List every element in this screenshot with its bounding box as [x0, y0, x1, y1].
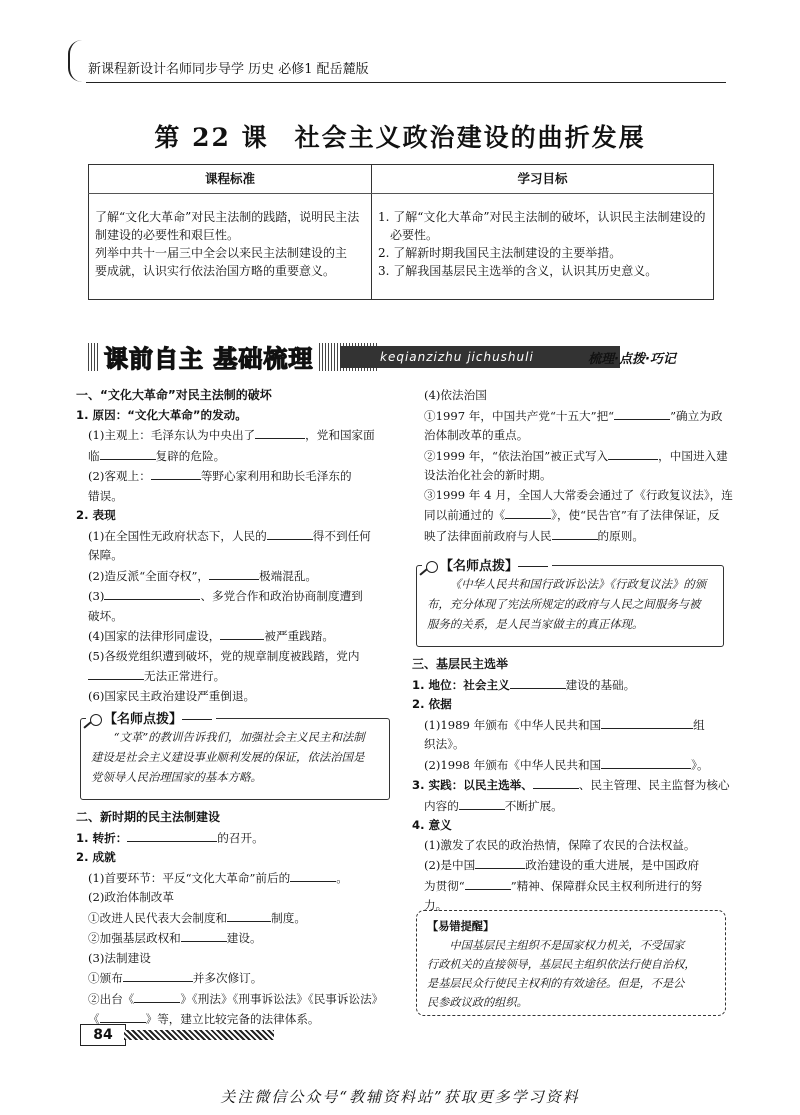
text: (4)依法治国 — [424, 388, 487, 402]
tip-line: 党领导人民治理国家的基本方略。 — [91, 770, 262, 784]
text: (1)在全国性无政府状态下，人民的 — [88, 528, 267, 543]
fill-blank[interactable] — [601, 715, 693, 729]
standards-table — [88, 164, 714, 300]
band-pinyin: keqianzizhu jichushuli — [340, 346, 620, 368]
label: 【名师点拨】 — [104, 712, 183, 727]
section-heading: 二、新时期的民主法制建设 — [76, 810, 221, 824]
fill-blank[interactable] — [510, 675, 566, 689]
fill-blank[interactable] — [290, 868, 336, 882]
text: ，党和国家面 — [305, 428, 375, 442]
error-alert-label: 【易错提醒】 — [427, 920, 495, 933]
text: ①改进人民代表大会制度和 — [88, 910, 228, 925]
goal-line: 3. 了解我国基层民主选举的含义，认识其历史意义。 — [378, 264, 658, 278]
item-text: 1. 地位：社会主义 — [412, 677, 510, 692]
text: 复辟的危险。 — [155, 448, 226, 463]
std-line: 列举中共十一届三中全会以来民主法制建设的主 — [95, 246, 348, 260]
text: 力。 — [424, 898, 448, 912]
item-text: 2. 表现 — [76, 508, 116, 522]
text: ①1997 年，中国共产党“十五大”把“ — [424, 408, 615, 423]
item-text: 2. 成就 — [76, 850, 116, 864]
fill-blank[interactable] — [267, 526, 313, 540]
text: 同以前通过的《 — [424, 508, 506, 522]
text: 得不到任何 — [312, 528, 371, 543]
fill-blank[interactable] — [127, 828, 217, 842]
text: (6)国家民主政治建设严重倒退。 — [88, 688, 256, 703]
std-line: 制建设的必要性和艰巨性。 — [95, 228, 240, 242]
fill-blank[interactable] — [181, 928, 227, 942]
text: ，中国进入建 — [658, 448, 728, 463]
header-bracket — [68, 40, 84, 82]
text: ③1999 年 4 月，全国人大常委会通过了《行政复议法》，连 — [424, 487, 733, 502]
right-column — [412, 386, 733, 546]
text: 不断扩展。 — [504, 798, 563, 813]
text: 为贯彻“ — [424, 878, 465, 893]
left-column-2 — [76, 808, 394, 1030]
item-text: 4. 意义 — [412, 818, 452, 832]
learning-goal-cell — [372, 194, 714, 300]
text: (3) — [88, 589, 105, 603]
text: ②加强基层政权和 — [88, 931, 181, 945]
fill-blank[interactable] — [552, 526, 598, 540]
text: 治体制改革的重点。 — [424, 428, 529, 442]
fill-blank[interactable] — [220, 626, 264, 640]
text: 组 — [693, 717, 705, 732]
fill-blank[interactable] — [505, 505, 551, 519]
fill-blank[interactable] — [614, 406, 670, 420]
lesson-title — [0, 118, 800, 154]
text: 被严重践踏。 — [264, 629, 334, 643]
text: (3)法制建设 — [88, 950, 151, 965]
text: 等野心家利用和助长毛泽东的 — [200, 469, 352, 483]
item-text: 1. 转折： — [76, 830, 128, 845]
divider — [182, 719, 212, 720]
divider — [518, 566, 548, 567]
text: 制度。 — [271, 910, 306, 925]
text: 织法》。 — [424, 737, 465, 751]
text: ②出台《 — [88, 991, 135, 1006]
course-standard-cell — [89, 194, 372, 300]
text: 破坏。 — [88, 608, 123, 623]
text: (5)各级党组织遭到破坏，党的规章制度被践踏，党内 — [88, 648, 360, 663]
running-header: 新课程新设计名师同步导学 历史 必修1 配岳麓版 — [88, 62, 369, 77]
teacher-tip-label-2 — [422, 555, 552, 574]
text: (2)是中国 — [424, 858, 476, 872]
tip-line: “文革”的教训告诉我们，加强社会主义民主和法制 — [113, 730, 365, 744]
lesson-number: 第 22 课 — [154, 123, 269, 152]
fill-blank[interactable] — [475, 855, 525, 869]
fill-blank[interactable] — [459, 796, 505, 810]
band-title: 课前自主 基础梳理 — [98, 339, 319, 374]
fill-blank[interactable] — [608, 446, 658, 460]
warn-line: 是基层民众行使民主权利的有效途径。但是，不是公 — [427, 977, 685, 990]
error-alert-box — [416, 910, 726, 1016]
text: 无法正常进行。 — [144, 669, 226, 683]
text: 映了法律面前政府与人民 — [424, 528, 552, 543]
text: 、民主管理、民主监督为核心 — [578, 778, 730, 792]
text: 建设。 — [226, 931, 262, 945]
learning-goal-header: 学习目标 — [372, 165, 714, 194]
text: (2)政治体制改革 — [88, 890, 174, 904]
fill-blank[interactable] — [465, 876, 511, 890]
item-text: 3. 实践：以民主选举、 — [412, 778, 533, 792]
page-number: 84 — [80, 1024, 126, 1046]
text: (2)造反派“全面夺权”， — [88, 568, 210, 583]
goal-line: 1. 了解“文化大革命”对民主法制的破坏，认识民主法制建设的 — [378, 210, 706, 224]
goal-line: 2. 了解新时期我国民主法制建设的主要举措。 — [378, 246, 622, 260]
text: 错误。 — [88, 488, 123, 503]
text: (1)首要环节：平反“文化大革命”前后的 — [88, 870, 291, 885]
warn-line: 中国基层民主组织不是国家权力机关，不受国家 — [449, 939, 685, 952]
text: (1)主观上：毛泽东认为中央出了 — [88, 428, 256, 442]
fill-blank[interactable] — [255, 425, 305, 439]
footer-note: 关注微信公众号“教辅资料站”获取更多学习资料 — [220, 1088, 580, 1106]
text: 》等，建立比较完备的法律体系。 — [145, 1012, 320, 1026]
fill-blank[interactable] — [601, 755, 691, 769]
fill-blank[interactable] — [88, 666, 144, 680]
fill-blank[interactable] — [151, 466, 201, 480]
label: 【名师点拨】 — [440, 559, 519, 574]
text: (2)客观上： — [88, 469, 151, 483]
course-standard-header: 课程标准 — [89, 165, 372, 194]
fill-blank[interactable] — [209, 566, 259, 580]
fill-blank[interactable] — [100, 446, 156, 460]
std-line: 了解“文化大革命”对民主法制的践踏，说明民主法 — [95, 210, 360, 224]
text: 并多次修订。 — [192, 971, 263, 985]
fill-blank[interactable] — [533, 775, 579, 789]
tip-line: 《中华人民共和国行政诉讼法》《行政复议法》的颁 — [449, 577, 707, 591]
right-column-2 — [412, 655, 728, 916]
text: 的原则。 — [597, 528, 644, 543]
fill-blank[interactable] — [104, 586, 200, 600]
teacher-tip-label — [86, 708, 216, 727]
text: 临 — [88, 448, 100, 463]
text: (1)1989 年颁布《中华人民共和国 — [424, 717, 602, 732]
text: 、多党合作和政治协商制度遭到 — [200, 589, 363, 603]
text: ①颁布 — [88, 971, 123, 985]
lesson-name: 社会主义政治建设的曲折发展 — [294, 123, 646, 152]
text: 》。 — [691, 757, 709, 772]
fill-blank[interactable] — [134, 989, 180, 1003]
left-column — [76, 386, 394, 706]
text: ②1999 年，“依法治国”被正式写入 — [424, 448, 609, 463]
text: 的召开。 — [217, 830, 264, 845]
item-text: 2. 依据 — [412, 697, 452, 711]
text: 》《刑法》《刑事诉讼法》《民事诉讼法》 — [180, 991, 384, 1006]
text: 》，使“民告官”有了法律保证，反 — [551, 508, 720, 522]
text: (2)1998 年颁布《中华人民共和国 — [424, 757, 602, 772]
text: 设法治化社会的新时期。 — [424, 468, 552, 482]
fill-blank[interactable] — [123, 968, 193, 982]
text: 内容的 — [424, 798, 459, 813]
tip-line: 服务的关系，是人民当家做主的真正体现。 — [427, 617, 644, 631]
section-heading: 一、“文化大革命”对民主法制的破坏 — [76, 388, 272, 402]
std-line: 要成就，认识实行依法治国方略的重要意义。 — [95, 264, 336, 278]
tip-line: 建设是社会主义建设事业顺利发展的保证，依法治国是 — [91, 750, 365, 764]
text: (1)激发了农民的政治热情，保障了农民的合法权益。 — [424, 837, 696, 852]
text: 《 — [88, 1012, 100, 1026]
magnifier-icon — [90, 714, 102, 726]
warn-line: 行政机关的直接领导，基层民主组织依法行使自治权， — [427, 958, 696, 971]
text: 政治建设的重大进展，是中国政府 — [525, 858, 700, 872]
text: ”确立为政 — [670, 408, 723, 423]
text: 建设的基础。 — [565, 677, 636, 692]
teacher-tip-box-2 — [416, 565, 724, 647]
section-heading: 三、基层民主选举 — [412, 657, 509, 671]
text: (4)国家的法律形同虚设， — [88, 629, 221, 643]
page-number-bar — [124, 1030, 274, 1040]
text: ”精神、保障群众民主权利所进行的努 — [510, 878, 703, 893]
magnifier-icon — [426, 561, 438, 573]
text: 极端混乱。 — [259, 568, 318, 583]
teacher-tip-box — [80, 718, 390, 800]
goal-line: 必要性。 — [390, 228, 439, 242]
text: 保障。 — [88, 548, 123, 562]
fill-blank[interactable] — [100, 1009, 146, 1023]
item-text: 1. 原因：“文化大革命”的发动。 — [76, 407, 247, 422]
band-subtitle: 梳理·点拨·巧记 — [588, 352, 676, 367]
header-rule — [86, 82, 726, 83]
fill-blank[interactable] — [227, 908, 271, 922]
tip-line: 布，充分体现了宪法所规定的政府与人民之间服务与被 — [427, 597, 701, 611]
warn-line: 民参政议政的组织。 — [427, 996, 528, 1009]
text: 。 — [336, 870, 348, 885]
